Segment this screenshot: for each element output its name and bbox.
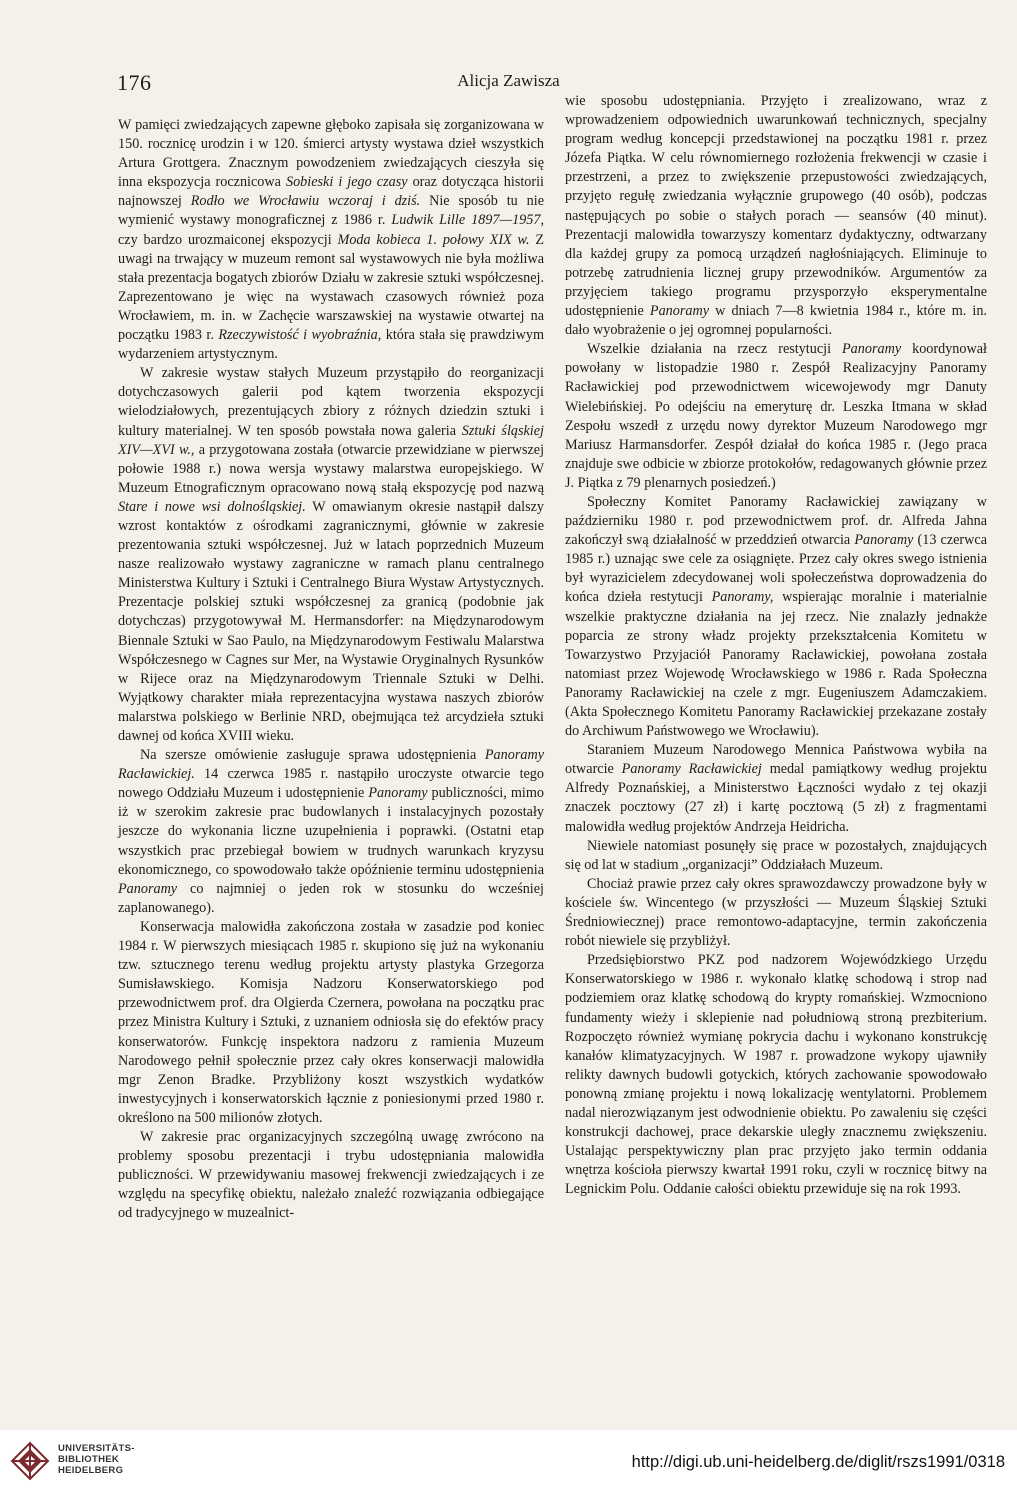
paragraph: Konserwacja malowidła zakończona została w zasadzie pod koniec 1984 r. W pierwszych miesiącach 1985 r. skupiono się już na wykonaniu tzw. sztucznego terenu według projektu artysty plastyka Grzegorza Sumisławskiego. Komisja Nadzoru Konserwatorskiego pod przewodnictwem prof. dra Olgierda Czernera, powołana na początku prac przez Ministra Kultury i Sztuki, z uznaniem odniosła się do efektów pracy konserwatorów. Funkcję inspektora nadzoru z ramienia Muzeum Narodowego pełnił społecznie przez cały okres konserwacji malowidła mgr Zenon Bradke. Przybliżony koszt wszystkich wydatków inwestycyjnych i konserwatorskich łącznie z poniesionymi przed 1980 r. określono na 500 milionów złotych. <box>118 918 544 1126</box>
running-head-author: Alicja Zawisza <box>457 71 560 90</box>
paragraph: Niewiele natomiast posunęły się prace w pozostałych, znajdujących się od lat w stadium „organizacji” Oddziałach Muzeum. <box>565 837 987 873</box>
source-url-link[interactable]: http://digi.ub.uni-heidelberg.de/diglit/rszs1991/0318 <box>631 1453 1005 1471</box>
paragraph: Na szersze omówienie zasługuje sprawa udostępnienia Panoramy Racławickiej. 14 czerwca 1985 r. nastąpiło uroczyste otwarcie tego nowego Oddziału Muzeum i udostępnienie Panoramy publiczności, mimo iż w szerokim zakresie prac budowlanych i instalacyjnych pozostały jeszcze do wykonania liczne uzupełnienia i poprawki. (Ostatni etap wszystkich prac przebiegał bowiem w trudnych warunkach kryzysu ekonomicznego, co spowodowało także opóźnienie terminu udostępnienia Panoramy co najmniej o jeden rok w stosunku do wcześniej zaplanowanego). <box>118 747 544 916</box>
paragraph: W zakresie wystaw stałych Muzeum przystąpiło do reorganizacji dotychczasowych galerii pod kątem tworzenia ekspozycji wielodziałowych, prezentujących zbiory z różnych dziedzin sztuki i kultury materialnej. W ten sposób powstała nowa galeria Sztuki śląskiej XIV—XVI w., a przygotowana została (otwarcie przewidziane w pierwszej połowie 1988 r.) nowa wersja wystawy malarstwa europejskiego. W Muzeum Etnograficznym opracowano nową stałą ekspozycję pod nazwą Stare i nowe wsi dolnośląskiej. W omawianym okresie nastąpił dalszy wzrost kontaktów z ośrodkami zagranicznymi, głównie w zakresie prezentowania sztuki współczesnej. Już w latach poprzednich Muzeum nasze realizowało wystawy zagraniczne w ramach planu centralnego Ministerstwa Kultury i Sztuki i Centralnego Biura Wystaw Artystycznych. Prezentacje polskiej sztuki współczesnej za granicą (podobnie jak dotychczas) przygotowywał M. Hermansdorfer: na Międzynarodowym Biennale Sztuki w Sao Paulo, na Międzynarodowym Festiwalu Malarstwa Współczesnego w Cagnes sur Mer, na Wystawie Oryginalnych Rysunków w Rijece oraz na Międzynarodowym Triennale Sztuki w Delhi. Wyjątkowy charakter miała reprezentacyjna wystawa naszych zbiorów malarstwa polskiego w Berlinie NRD, obejmująca też arcydzieła sztuki dawnej od końca XVIII wieku. <box>118 365 545 744</box>
paragraph: wie sposobu udostępniania. Przyjęto i zrealizowano, wraz z wprowadzeniem odpowiednich uwarunkowań technicznych, specjalny program według koncepcji przedstawionej na początku 1981 r. przez Józefa Piątka. W celu równomiernego rozłożenia frekwencji w czasie i przestrzeni, a przez to zwiększenie przepustowości zwiedzających, przyjęto regułę zwiedzania wyłącznie grupowego (40 osób), podczas następujących po sobie o stałych porach — seansów (40 minut). Prezentacji malowidła towarzyszy komentarz dydaktyczny, odtwarzany dla każdej grupy za pomocą urządzeń nagłośniających. Eliminuje to potrzebę zatrudnienia licznej grupy przewodników. Argumentów za przyjęciem takiego programu przysporzyło eksperymentalne udostępnienie Panoramy w dniach 7—8 kwietnia 1984 r., które m. in. dało wyobrażenie o jej ogromnej popularności. <box>565 93 987 339</box>
paragraph: Chociaż prawie przez cały okres sprawozdawczy prowadzone były w kościele św. Wincentego (w przyszłości — Muzeum Śląskiej Sztuki Średniowiecznej) prace remontowo-adaptacyjne, termin zakończenia robót niewiele się przybliżył. <box>565 875 987 950</box>
right-text-column <box>565 92 987 1199</box>
paragraph: Społeczny Komitet Panoramy Racławickiej zawiązany w październiku 1980 r. pod przewodnictwem prof. dr. Alfreda Jahna zakończył swą działalność w przeddzień otwarcia Panoramy (13 czerwca 1985 r.) uznając swe cele za osiągnięte. Przez cały okres swego istnienia był wyrazicielem zdecydowanej woli społeczeństwa doprowadzenia do końca dzieła restytucji Panoramy, wspierając moralnie i materialnie wszelkie praktyczne działania na jej rzecz. Nie znalazły jednakże poparcia ze strony władz projekty przekształcenia Komitetu w Towarzystwo Przyjaciół Panoramy Racławickiej, powołana została natomiast przez Wojewodę Wrocławskiego w 1986 r. Rada Społeczna Panoramy Racławickiej na czele z mgr. Eugeniuszem Adamczakiem. (Akta Społecznego Komitetu Panoramy Racławickiej przekazane zostały do Archiwum Państwowego we Wrocławiu). <box>565 493 987 740</box>
paragraph: W zakresie prac organizacyjnych szczególną uwagę zwrócono na problemy sposobu prezentacji i trybu udostępniania malowidła publiczności. W przewidywaniu masowej frekwencji zwiedzających i ze względu na specyfikę obiektu, należało znaleźć rozwiązania odbiegające od tradycyjnego w muzealnict- <box>118 1128 544 1222</box>
paragraph: Wszelkie działania na rzecz restytucji Panoramy koordynował powołany w listopadzie 1980 r. Zespół Realizacyjny Panoramy Racławickiej pod przewodnictwem wicewojewody mgr Danuty Wielebińskiej. Po odejściu na emeryturę dr. Leszka Itmana w skład Zespołu wszedł z urzędu nowy dyrektor Muzeum Narodowego mgr Mariusz Harmansdorfer. Zespół działał do końca 1985 r. (Jego praca znajduje swe odbicie w zbiorze protokołów, redagowanych głównie przez J. Piątka z 79 plenarnych posiedzeń.) <box>565 341 987 491</box>
library-name: UNIVERSITÄTS- BIBLIOTHEK HEIDELBERG <box>58 1443 135 1476</box>
paragraph: W pamięci zwiedzających zapewne głęboko zapisała się zorganizowana w 150. rocznicę urodzin i w 120. śmierci artysty wystawa dzieł wszystkich Artura Grottgera. Znacznym powodzeniem zwiedzających cieszyła się inna ekspozycja rocznicowa Sobieski i jego czasy oraz dotycząca historii najnowszej Rodło we Wrocławiu wczoraj i dziś. Nie sposób tu nie wymienić wystawy monograficznej z 1986 r. Ludwik Lille 1897—1957, czy bardzo urozmaiconej ekspozycji Moda kobieca 1. połowy XIX w. Z uwagi na trwający w muzeum remont sal wystawowych nie była możliwa stała prezentacja bogatych zbiorów Działu w zakresie sztuki współczesnej. Zaprezentowano je więc na wystawach czasowych również poza Wrocławiem, m. in. w Zachęcie warszawskiej na wystawie otwartej na początku 1983 r. Rzeczywistość i wyobraźnia, która stała się prawdziwym wydarzeniem artystycznym. <box>118 117 544 363</box>
university-library-logo-icon <box>10 1441 50 1481</box>
left-text-column <box>118 116 544 1223</box>
paragraph: Staraniem Muzeum Narodowego Mennica Państwowa wybiła na otwarcie Panoramy Racławickiej medal pamiątkowy według projektu Alfredy Poznańskiej, a Ministerstwo Łączności wydało z tej okazji znaczek pocztowy (27 zł) i kartę pocztową (5 zł) z fragmentami malowidła według projektów Andrzeja Heidricha. <box>565 742 987 835</box>
page-number: 176 <box>117 70 152 95</box>
paragraph: Przedsiębiorstwo PKZ pod nadzorem Wojewódzkiego Urzędu Konserwatorskiego w 1986 r. wykonało klatkę schodową i strop nad podziemiem oraz klatkę schodową do krypty romańskiej. Wzmocniono fundamenty wieży i sklepienie nad południową stroną prezbiterium. Rozpoczęto również wymianę pokrycia dachu i wykonano konstrukcję kanałów klimatyzacyjnych. W 1987 r. prowadzone wykopy ujawniły relikty dawnych budowli gotyckich, których zachowanie spowodowało ponowną zmianę projektu i nową lokalizację wentylatorni. Problemem nadal nierozwiązanym jest odwodnienie obiektu. Po zawaleniu się części konstrukcji dachowej, prace dekarskie uległy znacznemu zwiększeniu. Ustalając perspektywiczny plan prac przyjęto jako termin oddania wnętrza kościoła pierwszy kwartał 1991 roku, czyli w rocznicę bitwy na Legnickim Polu. Oddanie całości obiektu przewiduje się na rok 1993. <box>565 952 987 1198</box>
